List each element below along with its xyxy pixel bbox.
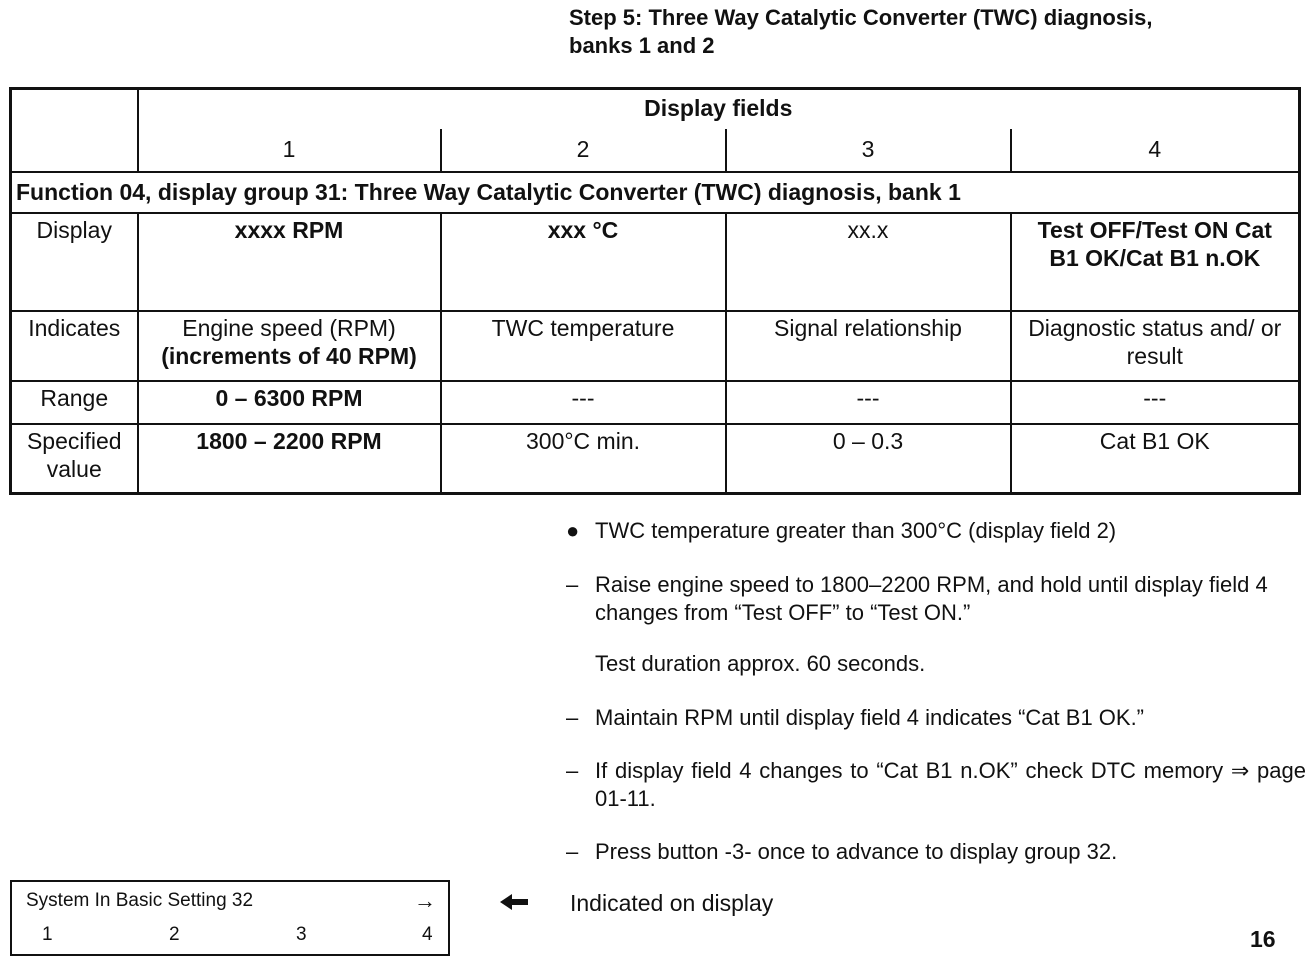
step-text: Test duration approx. 60 seconds.	[595, 651, 926, 676]
specified-cell-3: 0 – 0.3	[726, 424, 1011, 494]
step-note	[566, 650, 1306, 678]
heading-line-2: banks 1 and 2	[569, 33, 715, 58]
dash-mark: –	[566, 572, 579, 597]
indicates-cell-4: Diagnostic status and/ or result	[1011, 311, 1300, 381]
display-cell-4: Test OFF/Test ON Cat B1 OK/Cat B1 n.OK	[1011, 213, 1300, 311]
dash-mark: –	[566, 758, 579, 783]
table-row	[11, 381, 1300, 424]
indicates-cell-1	[138, 311, 441, 381]
table-row	[11, 213, 1300, 311]
display-cell-3: xx.x	[726, 213, 1011, 311]
specified-cell-2: 300°C min.	[441, 424, 726, 494]
indicates-cell-1-main: Engine speed (RPM)	[182, 314, 396, 341]
dash-mark: –	[566, 705, 579, 730]
indicates-cell-1-sub: (increments of 40 RPM)	[161, 342, 417, 369]
step-text: If display field 4 changes to “Cat B1 n.OK” check DTC memory ⇒ page 01-11.	[595, 758, 1306, 811]
step-item	[566, 757, 1306, 813]
indicates-cell-2: TWC temperature	[441, 311, 726, 381]
display-box-field-2: 2	[169, 924, 180, 945]
display-box-field-4: 4	[422, 924, 433, 945]
row-label-specified-value: Specified value	[11, 424, 138, 494]
table-row	[11, 424, 1300, 494]
display-fields-header: Display fields	[138, 89, 1300, 129]
step-text: TWC temperature greater than 300°C (display field 2)	[595, 518, 1117, 543]
range-cell-3: ---	[726, 381, 1011, 424]
heading-line-1: Step 5: Three Way Catalytic Converter (TWC) diagnosis,	[569, 5, 1153, 30]
field-number-2: 2	[441, 129, 726, 172]
display-cell-2: xxx °C	[441, 213, 726, 311]
display-fields-table	[9, 87, 1301, 495]
step-item	[566, 838, 1306, 866]
step-bullet	[566, 517, 1306, 545]
range-cell-1: 0 – 6300 RPM	[138, 381, 441, 424]
row-label-indicates: Indicates	[11, 311, 138, 381]
display-box-line-1: System In Basic Setting 32	[26, 890, 254, 911]
page-heading	[569, 4, 1289, 60]
indicated-on-display-text: Indicated on display	[570, 890, 774, 916]
function-row: Function 04, display group 31: Three Way Catalytic Converter (TWC) diagnosis, bank 1	[11, 172, 1300, 213]
scan-tool-display-box	[10, 880, 450, 956]
field-number-3: 3	[726, 129, 1011, 172]
step-text: Raise engine speed to 1800–2200 RPM, and hold until display field 4 changes from “Test OFF” to “Test ON.”	[595, 572, 1268, 625]
bullet-dot-icon: ●	[566, 518, 580, 543]
step-item	[566, 571, 1306, 627]
right-arrow-icon: →	[414, 888, 436, 913]
field-number-1: 1	[138, 129, 441, 172]
display-box-field-3: 3	[296, 924, 307, 945]
step-text: Press button -3- once to advance to display group 32.	[595, 839, 1118, 864]
indicates-cell-3: Signal relationship	[726, 311, 1011, 381]
range-cell-2: ---	[441, 381, 726, 424]
step-item	[566, 704, 1306, 732]
range-cell-4: ---	[1011, 381, 1300, 424]
page-number: 16	[1250, 926, 1276, 952]
table-corner-cell	[11, 89, 138, 172]
specified-cell-1: 1800 – 2200 RPM	[138, 424, 441, 494]
specified-cell-4: Cat B1 OK	[1011, 424, 1300, 494]
display-cell-1: xxxx RPM	[138, 213, 441, 311]
display-box-field-1: 1	[42, 924, 53, 945]
hand-pointer-icon	[498, 891, 530, 913]
row-label-display: Display	[11, 213, 138, 311]
field-number-4: 4	[1011, 129, 1300, 172]
row-label-range: Range	[11, 381, 138, 424]
table-row	[11, 311, 1300, 381]
step-text: Maintain RPM until display field 4 indicates “Cat B1 OK.”	[595, 705, 1145, 730]
dash-mark: –	[566, 839, 579, 864]
